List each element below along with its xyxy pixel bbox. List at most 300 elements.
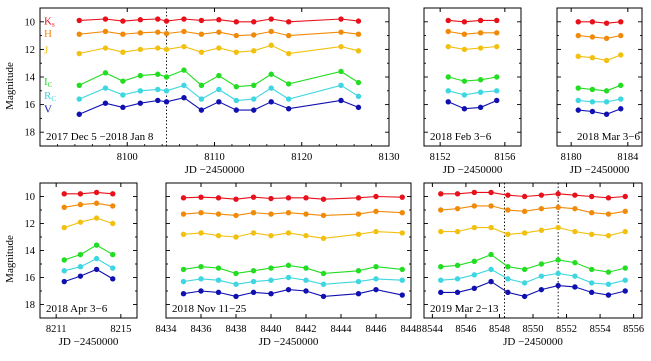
x-tick-label: 8446 [365,324,387,335]
point-Ks [589,194,594,199]
point-Ic [303,265,308,270]
x-tick-label: 8184 [617,152,639,163]
x-tick-label: 8436 [190,324,212,335]
series-line-Ic [448,77,497,81]
point-J [216,45,221,50]
point-Ic [455,263,460,268]
point-Ic [286,81,291,86]
point-Ks [462,19,467,24]
point-V [505,290,510,295]
point-Rc [472,272,477,277]
point-Rc [623,278,628,283]
point-H [338,29,343,34]
point-V [138,101,143,106]
point-V [462,106,467,111]
point-Ks [77,18,82,23]
series-line-Rc [578,99,621,102]
point-V [94,267,99,272]
point-H [590,34,595,39]
panel-date-label: 2017 Dec 5 −2018 Jan 8 [46,131,154,143]
point-V [268,291,273,296]
point-V [155,98,160,103]
point-J [251,48,256,53]
panel-3 [557,8,642,176]
point-Rc [590,99,595,104]
point-Ks [606,195,611,200]
point-H [198,210,203,215]
x-tick-label: 8438 [225,324,247,335]
point-Ic [478,77,483,82]
point-Ks [78,191,83,196]
point-J [576,54,581,59]
point-Rc [62,268,67,273]
point-Rc [321,282,326,287]
panel-1 [25,8,400,176]
point-V [589,290,594,295]
point-Ic [494,74,499,79]
point-J [286,51,291,56]
band-label: Ks [44,15,55,29]
point-Ks [62,191,67,196]
point-V [251,290,256,295]
point-J [438,229,443,234]
y-tick-label: 12 [24,219,35,230]
point-J [251,230,256,235]
point-V [438,290,443,295]
point-Ks [604,20,609,25]
point-H [138,30,143,35]
point-Ic [268,265,273,270]
point-Ic [286,263,291,268]
point-Ic [400,267,405,272]
y-tick-label: 16 [24,273,35,284]
series-line-V [64,269,113,281]
point-J [321,236,326,241]
point-H [572,206,577,211]
point-Ic [446,74,451,79]
series-line-Ks [448,20,497,21]
point-H [606,211,611,216]
y-axis-label-top: Magnitude [4,62,16,110]
series-line-H [441,206,625,214]
point-H [181,29,186,34]
point-H [77,32,82,37]
point-Ic [110,252,115,257]
point-Ks [286,19,291,24]
point-Ks [356,195,361,200]
point-V [286,287,291,292]
x-tick-label: 8550 [522,324,544,335]
point-H [446,29,451,34]
point-Ks [338,16,343,21]
point-Ks [576,19,581,24]
point-Ic [572,260,577,265]
point-Ic [462,78,467,83]
point-V [494,98,499,103]
point-Ks [251,19,256,24]
point-Ks [522,194,527,199]
point-Rc [103,85,108,90]
point-H [286,33,291,38]
point-H [356,32,361,37]
point-Ic [590,87,595,92]
point-Rc [400,278,405,283]
band-label: RC [44,89,57,103]
x-tick-label: 8156 [494,152,516,163]
point-J [303,233,308,238]
point-Ic [321,271,326,276]
point-J [338,44,343,49]
point-J [110,221,115,226]
point-Ic [78,252,83,257]
point-V [233,294,238,299]
point-V [478,105,483,110]
point-Rc [438,278,443,283]
panel-date-label: 2019 Mar 2−13 [430,303,499,315]
point-Ks [181,16,186,21]
point-H [472,203,477,208]
point-Ks [303,195,308,200]
point-V [216,290,221,295]
point-Rc [233,282,238,287]
point-H [94,201,99,206]
point-Rc [356,279,361,284]
panel-2 [424,8,521,176]
panel-6 [422,183,644,348]
point-Ic [356,80,361,85]
point-Rc [286,96,291,101]
point-V [356,105,361,110]
point-J [181,232,186,237]
point-V [446,99,451,104]
x-tick-label: 8552 [556,324,578,335]
point-Rc [269,85,274,90]
x-tick-label: 8444 [330,324,352,335]
point-Ic [338,69,343,74]
point-Ks [233,197,238,202]
point-Rc [338,83,343,88]
point-H [303,211,308,216]
point-H [155,29,160,34]
point-V [604,112,609,117]
point-H [181,211,186,216]
point-Ic [216,265,221,270]
panel-4 [25,183,138,348]
point-Ic [555,257,560,262]
point-Rc [198,276,203,281]
point-Ks [623,194,628,199]
point-J [138,47,143,52]
point-Ic [576,85,581,90]
series-line-Ic [79,70,358,87]
point-Rc [251,96,256,101]
point-Ic [103,70,108,75]
point-Rc [110,265,115,270]
point-J [555,225,560,230]
point-V [338,98,343,103]
point-V [234,107,239,112]
point-J [268,233,273,238]
series-line-Ic [578,85,621,91]
point-H [164,31,169,36]
point-H [216,211,221,216]
point-Ks [438,191,443,196]
point-J [522,230,527,235]
series-line-V [448,101,497,109]
point-V [120,105,125,110]
point-V [164,99,169,104]
point-Ic [181,267,186,272]
point-J [623,229,628,234]
x-tick-label: 8554 [589,324,611,335]
point-H [268,211,273,216]
point-Rc [77,96,82,101]
point-Ic [77,83,82,88]
point-Ks [251,194,256,199]
point-J [373,229,378,234]
point-J [572,229,577,234]
point-Rc [199,96,204,101]
point-Rc [164,88,169,93]
point-Ic [488,252,493,257]
series-line-J [441,228,625,236]
point-H [488,203,493,208]
x-tick-label: 8152 [429,152,451,163]
point-J [120,49,125,54]
series-line-Ks [64,192,113,193]
series-line-Rc [441,269,625,284]
point-Ic [234,84,239,89]
point-H [589,210,594,215]
point-Rc [618,96,623,101]
point-Ks [94,190,99,195]
point-V [488,279,493,284]
point-Ks [110,191,115,196]
y-axis-label-bottom: Magnitude [4,235,16,283]
point-H [462,32,467,37]
point-Ic [251,83,256,88]
series-line-J [64,218,113,228]
series-line-J [578,55,621,61]
point-H [321,213,326,218]
point-V [590,109,595,114]
point-Rc [181,83,186,88]
point-V [181,95,186,100]
point-Ic [216,73,221,78]
x-tick-label: 8434 [155,324,177,335]
x-tick-label: 8215 [110,324,132,335]
point-Ic [198,264,203,269]
band-label: IC [44,76,53,90]
point-V [618,106,623,111]
point-Ks [488,190,493,195]
point-V [522,294,527,299]
point-J [78,219,83,224]
point-H [251,32,256,37]
panel-frame [40,183,137,318]
point-Ks [478,18,483,23]
point-J [462,47,467,52]
x-axis-label: JD −2450000 [442,164,503,176]
point-Rc [478,89,483,94]
point-Ks [155,16,160,21]
point-Ks [618,19,623,24]
point-Ks [286,195,291,200]
point-Ks [590,19,595,24]
point-J [164,47,169,52]
point-J [155,45,160,50]
series-line-Rc [64,259,113,271]
point-J [269,43,274,48]
point-J [216,233,221,238]
point-H [110,203,115,208]
panel-frame [424,8,521,146]
panel-frame [166,183,411,318]
point-Ic [251,268,256,273]
point-J [472,225,477,230]
point-Ks [120,18,125,23]
point-J [589,232,594,237]
x-tick-label: 8548 [488,324,510,335]
point-V [606,292,611,297]
point-H [455,206,460,211]
point-V [216,99,221,104]
point-H [373,209,378,214]
point-Ic [181,67,186,72]
x-tick-label: 8180 [560,152,582,163]
series-line-Ic [441,255,625,273]
y-tick-label: 16 [24,100,35,112]
point-V [555,283,560,288]
point-Ic [472,259,477,264]
point-Ks [455,191,460,196]
x-tick-label: 8440 [260,324,282,335]
panel-date-label: 2018 Feb 3−6 [430,131,492,143]
point-Ic [539,261,544,266]
point-J [618,52,623,57]
point-Rc [606,282,611,287]
point-Rc [446,88,451,93]
point-Rc [455,276,460,281]
x-tick-label: 8100 [116,152,138,163]
point-H [216,29,221,34]
point-H [400,210,405,215]
point-Ks [181,195,186,200]
y-tick-label: 12 [24,44,35,56]
point-J [233,234,238,239]
point-Rc [488,267,493,272]
point-V [103,101,108,106]
y-tick-label: 18 [24,300,35,311]
point-H [576,33,581,38]
y-tick-label: 18 [24,127,35,139]
point-Ic [233,271,238,276]
point-Ic [94,242,99,247]
point-V [269,99,274,104]
panel-date-label: 2018 Mar 3−6 [576,131,640,143]
point-J [198,230,203,235]
point-Ks [216,195,221,200]
point-Ic [623,265,628,270]
series-line-H [448,32,497,35]
point-H [251,210,256,215]
point-H [269,29,274,34]
band-label: V [44,103,52,116]
point-Ic [373,264,378,269]
point-H [356,211,361,216]
point-Ks [164,18,169,23]
point-Ic [199,83,204,88]
point-Ic [522,267,527,272]
point-H [233,213,238,218]
series-line-Ks [578,22,621,23]
point-Rc [251,279,256,284]
point-Rc [539,273,544,278]
panel-date-label: 2018 Apr 3−6 [46,303,108,315]
point-V [77,112,82,117]
point-H [78,202,83,207]
x-tick-label: 8130 [378,152,400,163]
point-Rc [286,275,291,280]
point-H [438,207,443,212]
point-V [110,276,115,281]
series-line-Ic [64,245,113,260]
x-axis-label: JD −2450000 [569,164,630,176]
y-tick-label: 10 [24,17,35,29]
panel-frame [424,183,642,318]
point-J [446,44,451,49]
point-H [234,33,239,38]
point-Ic [438,264,443,269]
point-Rc [155,87,160,92]
x-tick-label: 8211 [45,324,67,335]
point-Rc [181,279,186,284]
point-Rc [576,98,581,103]
point-V [78,273,83,278]
panel-5 [156,183,422,348]
point-Ks [539,192,544,197]
point-Rc [78,264,83,269]
point-J [94,215,99,220]
point-V [455,290,460,295]
point-H [286,210,291,215]
point-V [576,107,581,112]
point-Rc [216,278,221,283]
point-V [539,287,544,292]
point-Ks [373,194,378,199]
point-H [103,29,108,34]
point-J [234,49,239,54]
point-H [555,205,560,210]
x-tick-label: 8442 [295,324,317,335]
point-J [488,225,493,230]
point-V [303,288,308,293]
point-Rc [216,87,221,92]
point-Ic [589,267,594,272]
y-tick-label: 14 [24,72,35,84]
point-V [198,288,203,293]
x-axis-label: JD −2450000 [503,336,563,348]
point-Ic [138,73,143,78]
point-H [539,206,544,211]
point-Ic [618,83,623,88]
point-H [199,32,204,37]
point-H [618,33,623,38]
point-V [181,291,186,296]
series-line-J [448,47,497,50]
series-line-V [578,109,621,115]
panel-date-label: 2018 Nov 11−25 [172,303,247,315]
